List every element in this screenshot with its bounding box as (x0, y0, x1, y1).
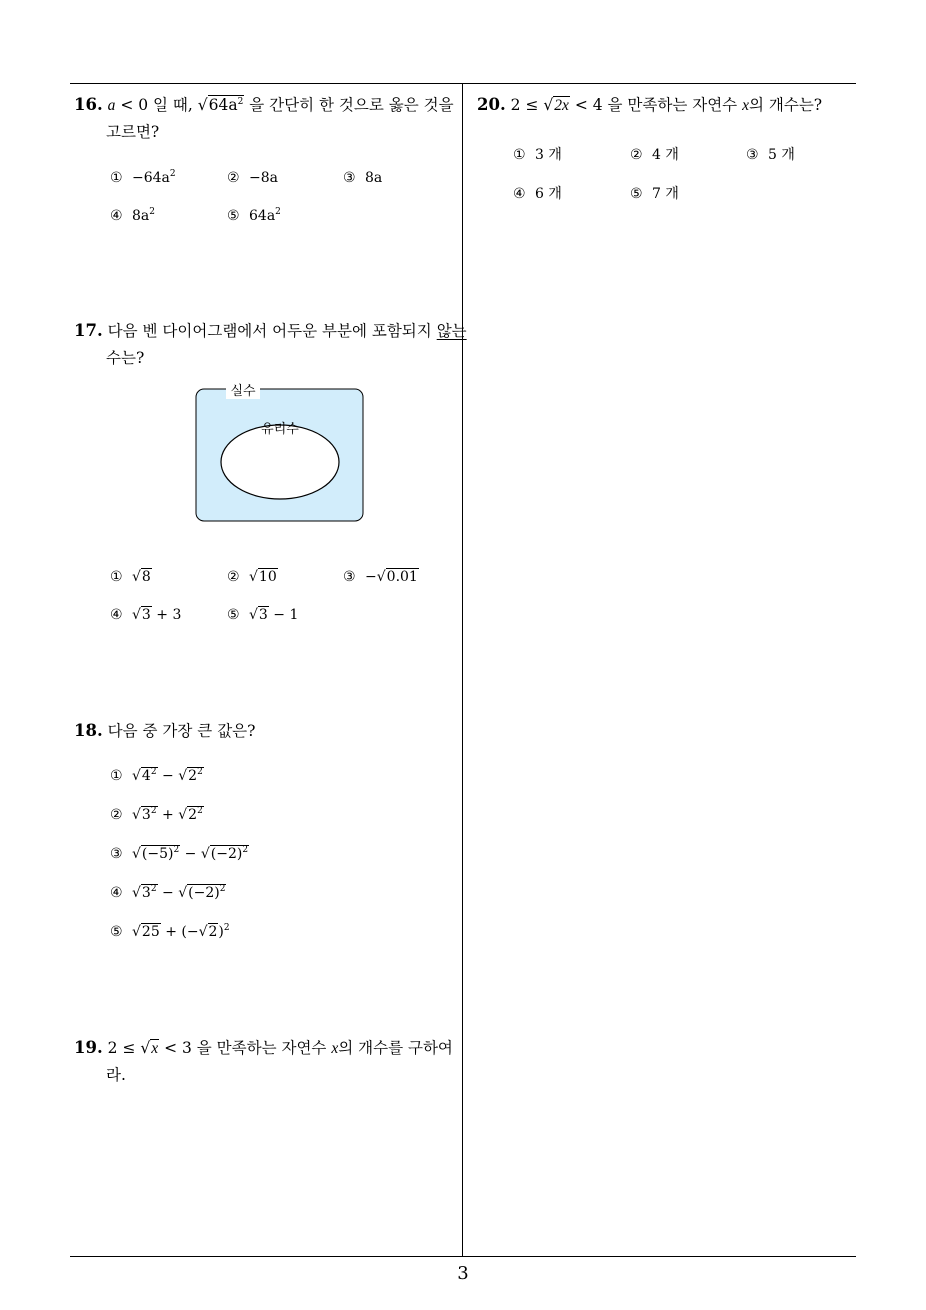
operator: − (157, 768, 179, 784)
sqrt-expression: $√64a^2$ (197, 96, 244, 114)
question-20 (477, 91, 857, 119)
option-mark: ① (513, 147, 526, 163)
exponent: 2 (219, 884, 226, 894)
option-tail: + 3 (151, 607, 182, 623)
exponent: 2 (173, 845, 180, 855)
option-tail: − 1 (268, 607, 299, 623)
exponent: 2 (150, 767, 157, 777)
sign: − (365, 569, 377, 585)
option-text: 8a (365, 170, 383, 186)
exponent: 2 (242, 845, 249, 855)
question-number: 20. (477, 95, 506, 114)
option-mark: ③ (343, 569, 356, 585)
q18-text: 다음 중 가장 큰 값은? (107, 722, 256, 740)
sqrt-expression: √3 (132, 607, 151, 623)
option-mark: ④ (110, 885, 123, 901)
exponent: 2 (149, 207, 155, 217)
option-text: 8a (132, 208, 150, 224)
q16-mid: < 0 일 때, (115, 96, 198, 114)
inequality-lead: 2 ≤ (510, 96, 544, 114)
sqrt-expression: √3 (249, 607, 268, 623)
closing-paren: ) (218, 924, 224, 940)
radicand: (−2) (210, 846, 243, 862)
sqrt-expression: √25 (132, 924, 160, 940)
sqrt-expression: $√2^2$ (178, 767, 203, 784)
question-17-line-2: 수는? (106, 349, 145, 367)
radicand: 2x (554, 97, 569, 114)
exponent: 2 (197, 806, 203, 816)
option-mark: ③ (110, 846, 123, 862)
sqrt-expression: $√3^2$ (132, 884, 157, 901)
sqrt-expression: $√(-5)^2$ (132, 845, 180, 862)
math-var: a (107, 97, 116, 114)
radicand: 0.01 (386, 569, 418, 585)
option-4[interactable] (513, 183, 562, 203)
option-text: 64a (249, 208, 276, 224)
venn-diagram (190, 377, 370, 527)
radicand: 3 (141, 885, 151, 901)
venn-inner-label: 유리수 (261, 422, 299, 437)
option-3[interactable] (110, 846, 249, 862)
radicand: 3 (141, 607, 151, 623)
q19-text-2: 의 개수를 구하여 (338, 1039, 453, 1057)
option-text: −64a (132, 170, 170, 186)
radicand: (−5) (141, 846, 174, 862)
inequality-lead: 2 ≤ (107, 1039, 141, 1057)
option-text: −8a (249, 170, 278, 186)
option-text: 7 개 (652, 186, 679, 202)
sqrt-expression: √10 (249, 569, 277, 585)
option-mark: ③ (746, 147, 759, 163)
sqrt-expression: √x (140, 1039, 159, 1057)
option-text: 4 개 (652, 147, 679, 163)
question-18 (74, 717, 458, 745)
sqrt-expression: $√2^2$ (178, 806, 203, 823)
q20-text-2: 의 개수는? (748, 96, 823, 114)
option-mark: ① (110, 569, 123, 585)
question-number: 17. (74, 321, 103, 340)
question-19-line-2: 라. (106, 1066, 126, 1084)
option-mark: ② (110, 807, 123, 823)
sqrt-expression: √2 (198, 924, 218, 940)
option-2[interactable] (227, 569, 278, 585)
radicand: x (151, 1040, 159, 1057)
radicand: 2 (208, 924, 218, 940)
column-divider (462, 83, 463, 1257)
radicand: 4 (141, 768, 151, 784)
sqrt-expression: √8 (132, 569, 151, 585)
question-17-line-1 (74, 317, 467, 345)
option-4[interactable] (110, 885, 226, 901)
question-16-line-2: 고르면? (106, 123, 160, 141)
option-text: 5 개 (768, 147, 795, 163)
sqrt-expression: $√4^2$ (132, 767, 157, 784)
option-2[interactable] (630, 144, 679, 164)
radicand: 3 (258, 607, 268, 623)
radicand: 25 (141, 924, 160, 940)
exponent: 2 (223, 923, 230, 933)
question-19 (74, 1034, 458, 1089)
radicand: 3 (141, 807, 151, 823)
question-16 (74, 91, 458, 146)
question-number: 18. (74, 721, 103, 740)
option-5[interactable] (110, 924, 230, 940)
operator: + (− (160, 924, 199, 940)
option-3[interactable] (746, 144, 795, 164)
option-mark: ② (227, 569, 240, 585)
option-mark: ④ (110, 607, 123, 623)
option-mark: ③ (343, 170, 356, 186)
sqrt-expression: $√(-2)^2$ (178, 884, 226, 901)
exponent: 2 (237, 97, 244, 107)
radicand: (−2) (188, 885, 220, 901)
radicand: 2 (188, 807, 198, 823)
q20-text-1: < 4 을 만족하는 자연수 (569, 96, 743, 114)
math-var: x (331, 1040, 339, 1057)
option-5[interactable] (227, 607, 298, 623)
operator: − (157, 885, 179, 901)
sqrt-expression: $√3^2$ (132, 806, 157, 823)
q19-text-1: < 3 을 만족하는 자연수 (159, 1039, 332, 1057)
underlined-word: 않는 (436, 322, 467, 340)
math-var: x (742, 97, 749, 114)
option-text: 3 개 (535, 147, 562, 163)
option-mark: ⑤ (110, 924, 123, 940)
option-mark: ① (110, 768, 123, 784)
option-4[interactable] (110, 208, 155, 224)
q17-text-1: 다음 벤 다이어그램에서 어두운 부분에 포함되지 (107, 322, 437, 340)
question-19-line-1 (74, 1034, 458, 1062)
option-1[interactable] (110, 768, 204, 784)
question-number: 16. (74, 95, 103, 114)
option-mark: ① (110, 170, 123, 186)
option-2[interactable] (227, 170, 278, 186)
radicand: 2 (188, 768, 198, 784)
exponent: 2 (169, 169, 176, 179)
operator: − (180, 846, 201, 862)
option-mark: ④ (513, 186, 526, 202)
question-18-line-1 (74, 717, 458, 745)
question-number: 19. (74, 1038, 103, 1057)
top-rule (70, 83, 856, 84)
option-1[interactable] (513, 144, 562, 164)
venn-outer-label: 실수 (230, 384, 256, 399)
option-mark: ② (630, 147, 643, 163)
option-4[interactable] (110, 607, 181, 623)
option-text: 6 개 (535, 186, 562, 202)
exponent: 2 (150, 806, 157, 816)
radicand: 64a (208, 96, 238, 114)
option-mark: ⑤ (227, 607, 240, 623)
option-mark: ⑤ (227, 208, 240, 224)
exponent: 2 (197, 767, 203, 777)
sqrt-expression: √0.01 (376, 569, 418, 585)
question-16-line-1 (74, 91, 458, 119)
option-3[interactable] (343, 569, 419, 585)
option-3[interactable] (343, 170, 382, 186)
question-17 (74, 317, 467, 372)
radicand: 10 (258, 569, 277, 585)
question-20-line-1 (477, 91, 857, 119)
q16-text-1: 을 간단히 한 것으로 옳은 것을 (244, 96, 454, 114)
option-1[interactable] (110, 569, 152, 585)
option-2[interactable] (110, 807, 204, 823)
bottom-rule (70, 1256, 856, 1257)
option-1[interactable] (110, 170, 176, 186)
option-mark: ④ (110, 208, 123, 224)
option-5[interactable] (630, 183, 679, 203)
option-5[interactable] (227, 208, 281, 224)
operator: + (157, 807, 179, 823)
page-number: 3 (457, 1263, 469, 1284)
exponent: 2 (275, 207, 281, 217)
sqrt-expression: $√(-2)^2$ (200, 845, 249, 862)
radicand: 8 (141, 569, 151, 585)
option-mark: ② (227, 170, 240, 186)
sqrt-expression: √2x (543, 96, 569, 114)
exponent: 2 (150, 884, 157, 894)
option-mark: ⑤ (630, 186, 643, 202)
